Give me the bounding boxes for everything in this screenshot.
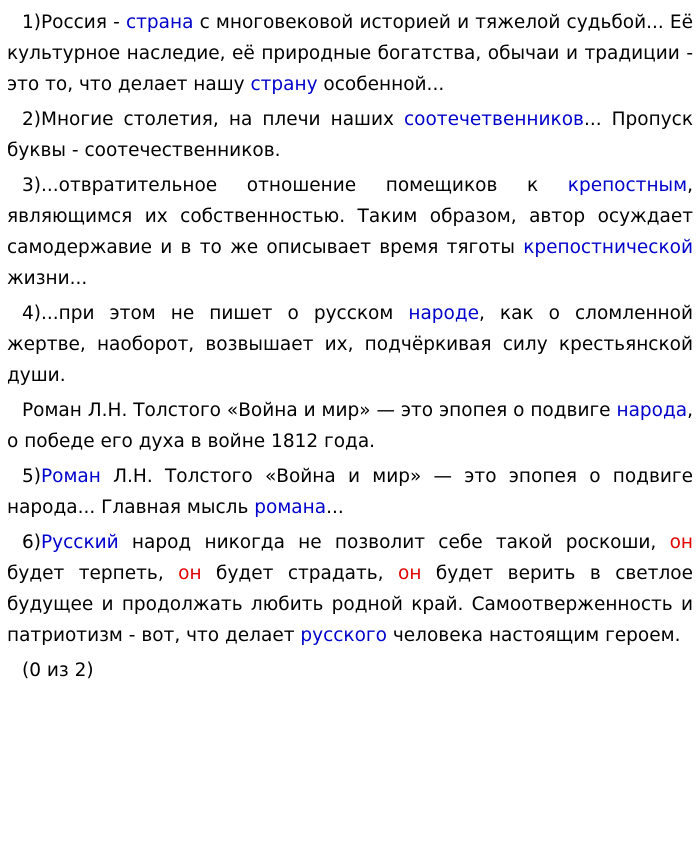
text-segment: с многовековой историей и тяжелой судьбой... Её культурное наследие, её природные богатства, обычаи и традиции - это то, что делает нашу bbox=[7, 12, 693, 95]
highlighted-word: страну bbox=[250, 74, 318, 95]
highlighted-word: русского bbox=[300, 625, 387, 646]
paragraph-1 bbox=[7, 7, 693, 100]
text-segment: Л.Н. Толстого «Война и мир» — это эпопея о подвиге народа... Главная мысль bbox=[7, 466, 693, 518]
text-segment: 6) bbox=[22, 532, 41, 553]
highlighted-word: соотечетвенников bbox=[404, 109, 584, 130]
text-segment: ... bbox=[326, 497, 344, 518]
text-segment: 4)...при этом не пишет о русском bbox=[22, 303, 409, 324]
text-segment: 5) bbox=[22, 466, 41, 487]
score-text: (0 из 2) bbox=[22, 660, 94, 681]
text-segment: Роман Л.Н. Толстого «Война и мир» — это эпопея о подвиге bbox=[22, 400, 617, 421]
paragraph-2 bbox=[7, 104, 693, 166]
text-segment: , о победе его духа в войне 1812 года. bbox=[7, 400, 693, 452]
score-line bbox=[7, 655, 693, 686]
highlighted-word: Роман bbox=[41, 466, 101, 487]
text-segment: человека настоящим героем. bbox=[386, 625, 681, 646]
text-segment: будет страдать, bbox=[201, 563, 399, 584]
text-segment: , как о сломленной жертве, наоборот, возвышает их, подчёркивая силу крестьянской души. bbox=[7, 303, 693, 386]
text-segment: народ никогда не позволит себе такой роскоши, bbox=[118, 532, 670, 553]
highlighted-pronoun: он bbox=[178, 563, 202, 584]
text-segment: особенной... bbox=[317, 74, 445, 95]
text-segment: , являющимся их собственностью. Таким образом, автор осуждает самодержавие и в то же описывает время тяготы bbox=[7, 175, 693, 258]
paragraph-3 bbox=[7, 170, 693, 294]
highlighted-word: народа bbox=[616, 400, 688, 421]
paragraph-6 bbox=[7, 461, 693, 523]
text-segment: 3)...отвратительное отношение помещиков к bbox=[22, 175, 568, 196]
highlighted-word: страна bbox=[125, 12, 194, 33]
text-segment: будет верить в светлое будущее и продолжать любить родной край. Самоотверженность и патриотизм - вот, что делает bbox=[7, 563, 693, 646]
paragraph-4 bbox=[7, 298, 693, 391]
highlighted-pronoun: он bbox=[669, 532, 693, 553]
highlighted-word: народе bbox=[408, 303, 480, 324]
highlighted-word: романа bbox=[254, 497, 327, 518]
text-segment: 2)Многие столетия, на плечи наших bbox=[22, 109, 404, 130]
paragraph-7 bbox=[7, 527, 693, 651]
highlighted-word: Русский bbox=[41, 532, 119, 553]
text-segment: жизни... bbox=[7, 268, 88, 289]
paragraph-5 bbox=[7, 395, 693, 457]
text-segment: 1)Россия - bbox=[22, 12, 126, 33]
text-segment: ... Пропуск буквы - соотечественников. bbox=[7, 109, 693, 161]
text-segment: будет терпеть, bbox=[7, 563, 179, 584]
highlighted-pronoun: он bbox=[398, 563, 422, 584]
highlighted-word: крепостнической bbox=[523, 237, 693, 258]
highlighted-word: крепостным bbox=[567, 175, 688, 196]
